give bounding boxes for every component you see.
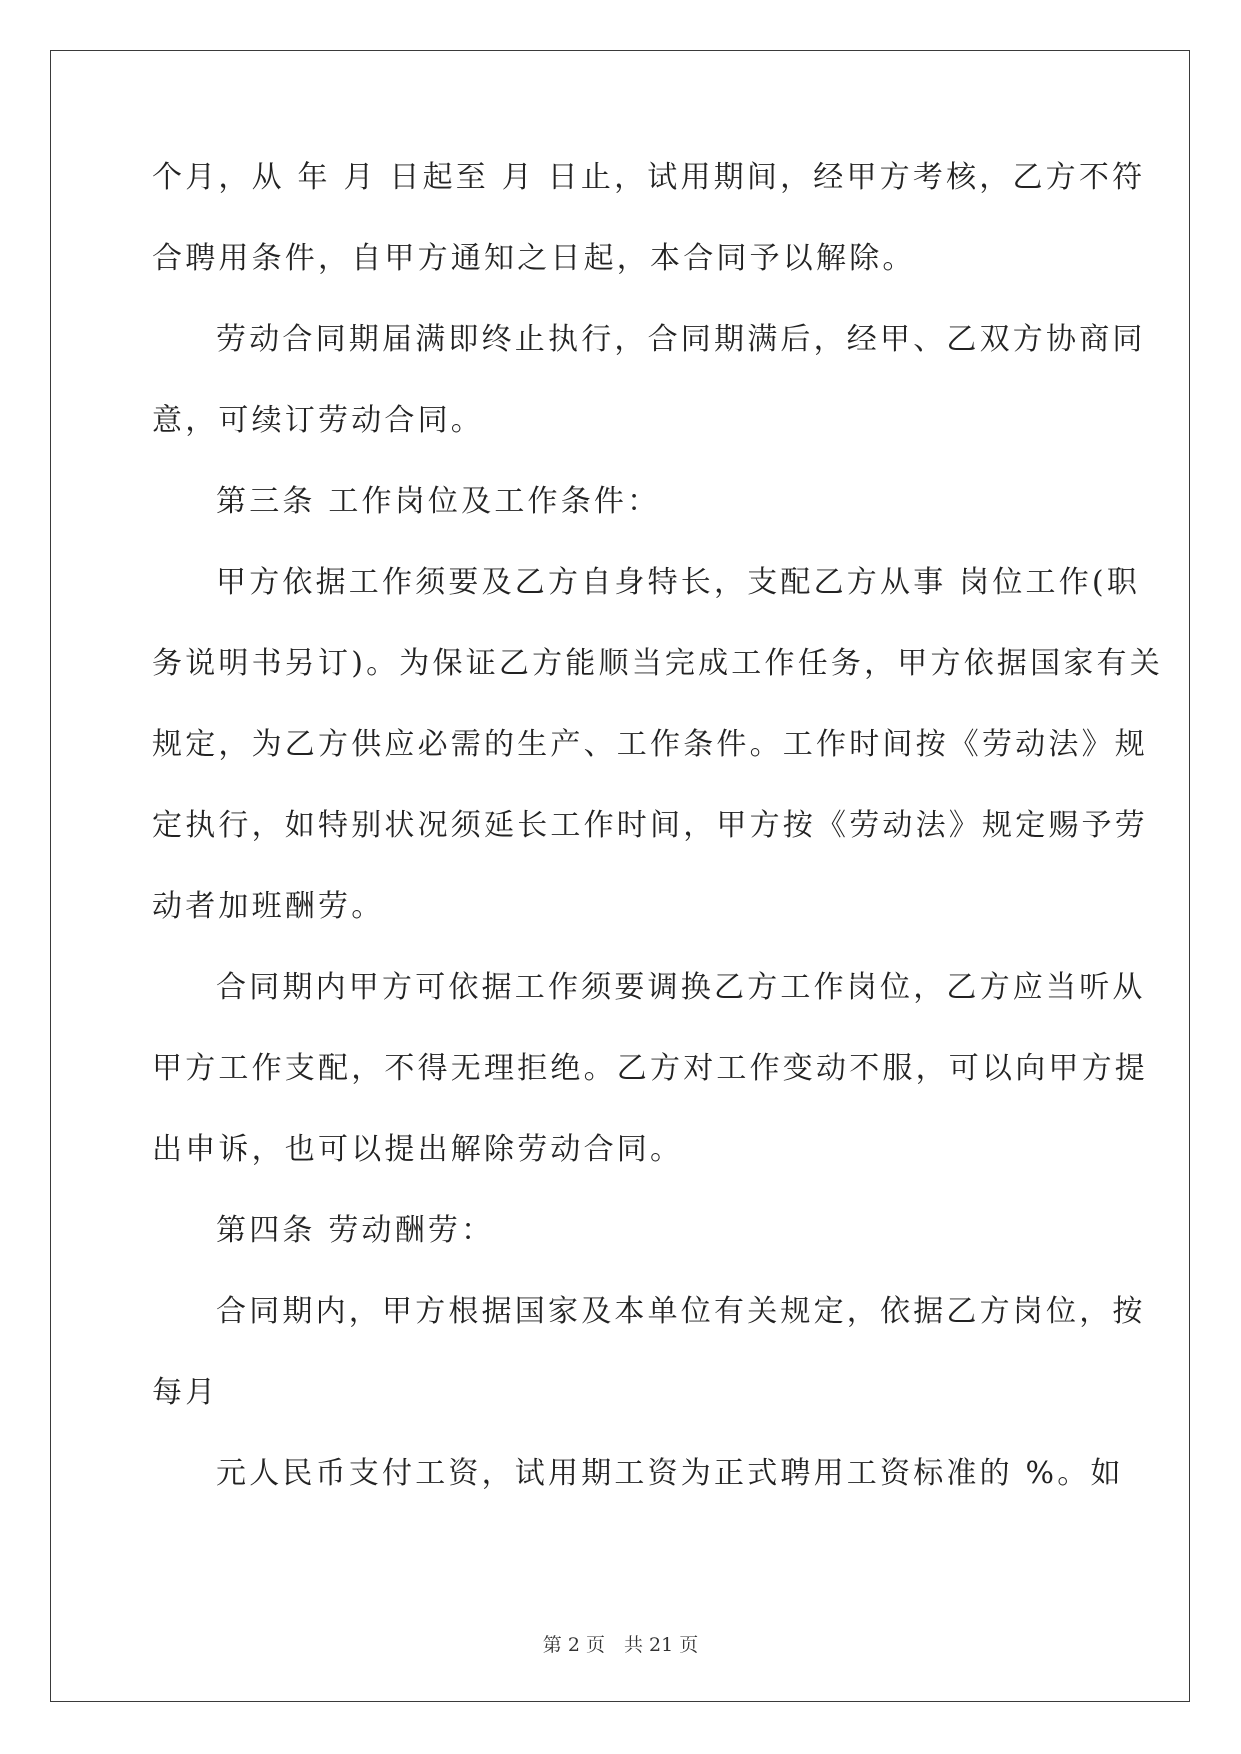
text-line: 个月，从 年 月 日起至 月 日止，试用期间，经甲方考核，乙方不符 bbox=[152, 160, 1146, 195]
document-body bbox=[152, 158, 1163, 1535]
text-line: 出申诉，也可以提出解除劳动合同。 bbox=[152, 1132, 684, 1167]
article-heading: 第四条 劳动酬劳： bbox=[216, 1213, 495, 1248]
article-heading: 第三条 工作岗位及工作条件： bbox=[216, 484, 661, 519]
text-line: 意，可续订劳动合同。 bbox=[152, 403, 484, 438]
text-line: 动者加班酬劳。 bbox=[152, 889, 385, 924]
text-line: 合聘用条件，自甲方通知之日起，本合同予以解除。 bbox=[152, 241, 916, 276]
paragraph-start: 元人民币支付工资，试用期工资为正式聘用工资标准的 %。如 bbox=[216, 1456, 1124, 1491]
text-line: 定执行，如特别状况须延长工作时间，甲方按《劳动法》规定赐予劳 bbox=[152, 808, 1148, 843]
text-line: 每月 bbox=[152, 1375, 219, 1410]
text-line: 甲方工作支配，不得无理拒绝。乙方对工作变动不服，可以向甲方提 bbox=[152, 1051, 1148, 1086]
paragraph-start: 劳动合同期届满即终止执行，合同期满后，经甲、乙双方协商同 bbox=[216, 322, 1146, 357]
page-number: 第 2 页 共 21 页 bbox=[542, 1634, 699, 1656]
text-line: 务说明书另订)。为保证乙方能顺当完成工作任务，甲方依据国家有关 bbox=[152, 646, 1163, 681]
paragraph-start: 合同期内，甲方根据国家及本单位有关规定，依据乙方岗位，按 bbox=[216, 1294, 1146, 1329]
paragraph-start: 甲方依据工作须要及乙方自身特长，支配乙方从事 岗位工作(职 bbox=[216, 565, 1141, 600]
paragraph-start: 合同期内甲方可依据工作须要调换乙方工作岗位，乙方应当听从 bbox=[216, 970, 1146, 1005]
text-line: 规定，为乙方供应必需的生产、工作条件。工作时间按《劳动法》规 bbox=[152, 727, 1148, 762]
